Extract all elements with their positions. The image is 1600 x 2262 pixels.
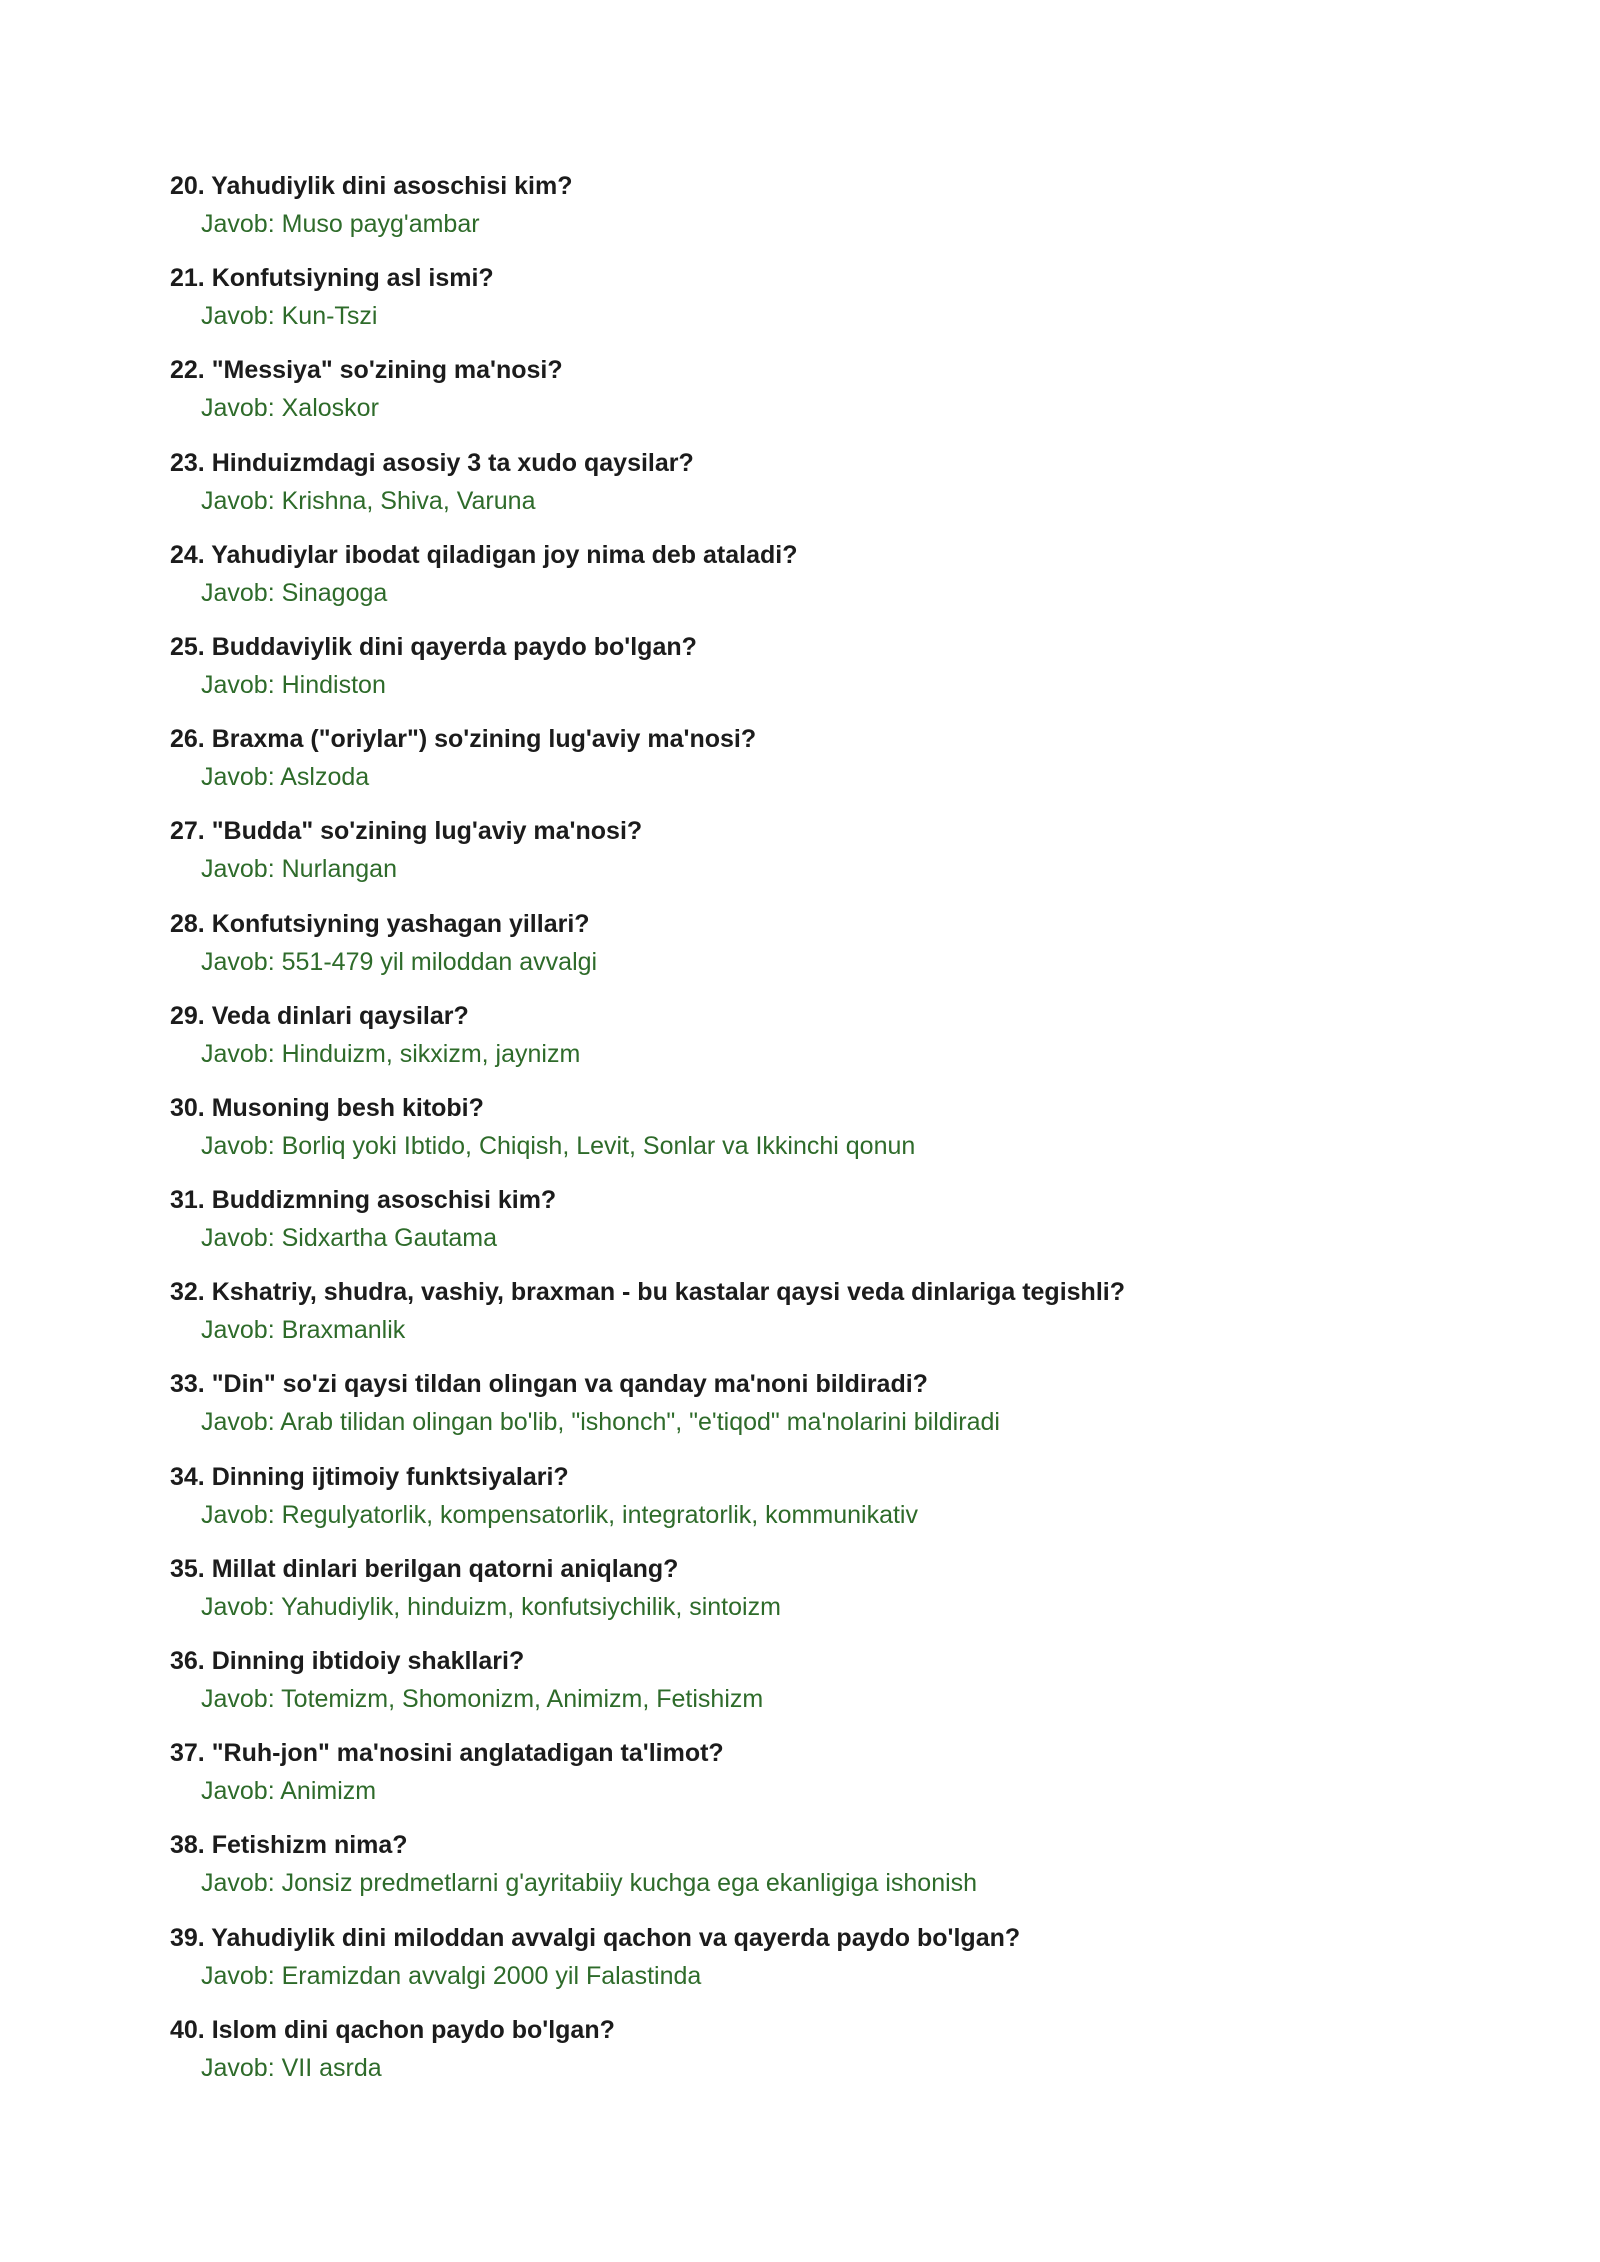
qa-list [170, 170, 1470, 2106]
answer-prefix: Javob: [201, 486, 275, 515]
list-item [170, 1368, 1470, 1460]
answer-prefix: Javob: [201, 578, 275, 607]
answer-text: Xaloskor [281, 394, 379, 423]
answer-prefix: Javob: [201, 2053, 275, 2082]
answer-text: 551-479 yil miloddan avvalgi [281, 947, 598, 976]
answer-text: Krishna, Shiva, Varuna [281, 486, 536, 515]
answer [170, 1867, 1470, 1899]
answer-text: Aslzoda [280, 763, 370, 792]
question: 37. "Ruh-jon" ma'nosini anglatadigan ta'limot? [170, 1739, 724, 1768]
question: 36. Dinning ibtidoiy shakllari? [170, 1647, 525, 1675]
answer-prefix: Javob: [201, 855, 275, 884]
list-item [170, 1184, 1470, 1276]
list-item [170, 1276, 1470, 1368]
list-item [170, 1553, 1470, 1645]
question: 33. "Din" so'zi qaysi tildan olingan va qanday ma'noni bildiradi? [170, 1370, 928, 1399]
answer [170, 208, 1470, 240]
answer [170, 669, 1470, 701]
answer [170, 1314, 1470, 1346]
answer-prefix: Javob: [201, 1039, 275, 1068]
question: 39. Yahudiylik dini miloddan avvalgi qachon va qayerda paydo bo'lgan? [170, 1923, 1021, 1952]
answer [170, 300, 1470, 332]
answer-text: Borliq yoki Ibtido, Chiqish, Levit, Sonlar va Ikkinchi qonun [281, 1131, 916, 1160]
answer [170, 946, 1470, 978]
list-item [170, 631, 1470, 723]
answer [170, 1222, 1470, 1254]
answer-text: Jonsiz predmetlarni g'ayritabiiy kuchga ega ekanligiga ishonish [281, 1869, 978, 1898]
answer-prefix: Javob: [201, 302, 275, 331]
answer [170, 1960, 1470, 1992]
answer [170, 392, 1470, 424]
list-item [170, 908, 1470, 1000]
answer-prefix: Javob: [201, 1500, 275, 1529]
list-item [170, 815, 1470, 907]
answer-prefix: Javob: [201, 1961, 275, 1990]
question: 23. Hinduizmdagi asosiy 3 ta xudo qaysilar? [170, 448, 694, 477]
answer [170, 1775, 1470, 1807]
answer-prefix: Javob: [201, 1316, 275, 1345]
answer-text: Braxmanlik [281, 1316, 406, 1345]
answer [170, 1130, 1470, 1162]
list-item [170, 354, 1470, 446]
question: 34. Dinning ijtimoiy funktsiyalari? [170, 1462, 569, 1491]
answer-text: VII asrda [281, 2053, 382, 2082]
answer-text: Eramizdan avvalgi 2000 yil Falastinda [281, 1961, 702, 1990]
answer-text: Yahudiylik, hinduizm, konfutsiychilik, sintoizm [281, 1592, 781, 1621]
list-item [170, 2014, 1470, 2106]
question: 35. Millat dinlari berilgan qatorni aniqlang? [170, 1554, 679, 1583]
answer-prefix: Javob: [201, 1408, 275, 1437]
list-item [170, 1737, 1470, 1829]
answer [170, 853, 1470, 885]
answer [170, 1499, 1470, 1531]
list-item [170, 1829, 1470, 1921]
answer-text: Sidxartha Gautama [281, 1224, 498, 1253]
answer-text: Hindiston [281, 670, 386, 699]
question: 24. Yahudiylar ibodat qiladigan joy nima deb ataladi? [170, 540, 798, 569]
answer-text: Muso payg'ambar [281, 210, 480, 238]
answer [170, 577, 1470, 609]
answer [170, 1406, 1470, 1438]
answer-prefix: Javob: [201, 1224, 275, 1253]
answer-text: Regulyatorlik, kompensatorlik, integratorlik, kommunikativ [281, 1500, 918, 1529]
question: 22. "Messiya" so'zining ma'nosi? [170, 356, 563, 385]
answer-text: Sinagoga [281, 578, 388, 607]
answer-prefix: Javob: [201, 1869, 275, 1898]
answer-text: Arab tilidan olingan bo'lib, "ishonch", "e'tiqod" ma'nolarini bildiradi [280, 1408, 1000, 1437]
question: 21. Konfutsiyning asl ismi? [170, 264, 494, 293]
list-item [170, 1645, 1470, 1737]
answer-prefix: Javob: [201, 1777, 275, 1806]
list-item [170, 1922, 1470, 2014]
question: 28. Konfutsiyning yashagan yillari? [170, 909, 590, 938]
question: 27. "Budda" so'zining lug'aviy ma'nosi? [170, 817, 643, 846]
list-item [170, 1461, 1470, 1553]
question: 25. Buddaviylik dini qayerda paydo bo'lgan? [170, 632, 697, 661]
list-item [170, 447, 1470, 539]
answer-prefix: Javob: [201, 394, 275, 423]
list-item [170, 1000, 1470, 1092]
answer [170, 761, 1470, 793]
answer-prefix: Javob: [201, 670, 275, 699]
question: 26. Braxma ("oriylar") so'zining lug'aviy ma'nosi? [170, 725, 757, 754]
answer-text: Hinduizm, sikxizm, jaynizm [281, 1039, 581, 1068]
question: 32. Kshatriy, shudra, vashiy, braxman - bu kastalar qaysi veda dinlariga tegishli? [170, 1278, 1125, 1307]
answer [170, 1591, 1470, 1623]
answer-prefix: Javob: [201, 1131, 275, 1160]
answer [170, 1683, 1470, 1715]
answer-text: Totemizm, Shomonizm, Animizm, Fetishizm [281, 1685, 764, 1713]
list-item [170, 539, 1470, 631]
list-item [170, 723, 1470, 815]
answer-text: Kun-Tszi [281, 302, 378, 331]
list-item [170, 262, 1470, 354]
question: 38. Fetishizm nima? [170, 1831, 408, 1860]
answer-prefix: Javob: [201, 947, 275, 976]
answer-prefix: Javob: [201, 210, 275, 238]
question: 31. Buddizmning asoschisi kim? [170, 1186, 557, 1215]
question: 40. Islom dini qachon paydo bo'lgan? [170, 2015, 615, 2044]
list-item [170, 170, 1470, 262]
answer-text: Nurlangan [281, 855, 397, 884]
answer [170, 1038, 1470, 1070]
question: 20. Yahudiylik dini asoschisi kim? [170, 172, 573, 200]
answer [170, 2052, 1470, 2084]
answer-prefix: Javob: [201, 1685, 275, 1713]
answer-text: Animizm [280, 1777, 377, 1806]
list-item [170, 1092, 1470, 1184]
answer-prefix: Javob: [201, 1592, 275, 1621]
question: 29. Veda dinlari qaysilar? [170, 1001, 469, 1030]
question: 30. Musoning besh kitobi? [170, 1093, 484, 1122]
answer [170, 485, 1470, 517]
answer-prefix: Javob: [201, 763, 275, 792]
